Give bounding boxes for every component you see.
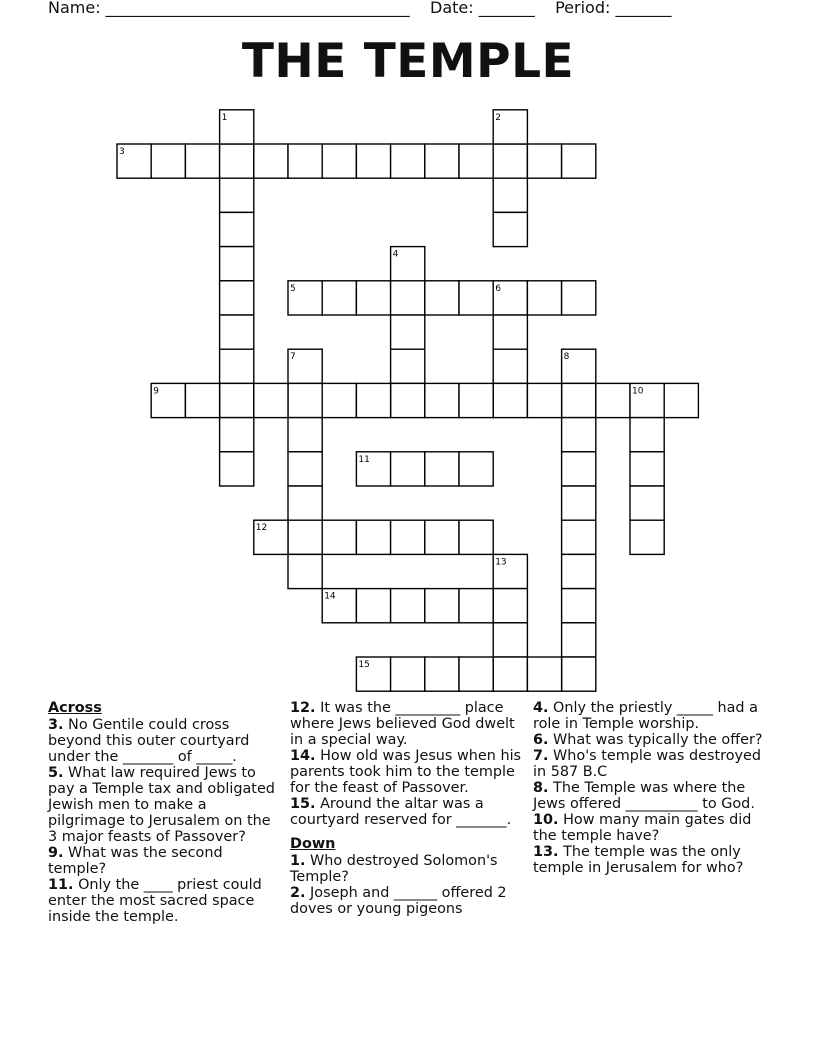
crossword-cell[interactable]: [220, 281, 254, 315]
crossword-cell[interactable]: [391, 144, 425, 178]
clue-item: [290, 748, 526, 796]
crossword-cell[interactable]: [220, 418, 254, 452]
clue-item: [533, 780, 769, 812]
cell-number: 9: [153, 386, 159, 397]
clue-text: It was the _________ place where Jews believed God dwelt in a special way.: [290, 700, 515, 748]
clue-number: 10.: [533, 812, 559, 828]
cell-number: 1: [221, 112, 228, 123]
crossword-cell[interactable]: [356, 589, 390, 623]
crossword-cell[interactable]: [220, 315, 254, 349]
cell-number: 8: [563, 352, 570, 363]
crossword-cell[interactable]: [151, 144, 185, 178]
crossword-cell[interactable]: [630, 486, 664, 520]
crossword-cell[interactable]: [220, 144, 254, 178]
clue-text: How old was Jesus when his parents took him to the temple for the feast of Passover.: [290, 748, 522, 796]
clue-item: [533, 844, 769, 876]
clue-text: Only the ____ priest could enter the most sacred space inside the temple.: [48, 877, 262, 925]
crossword-cell[interactable]: [562, 554, 596, 588]
crossword-cell[interactable]: [356, 281, 390, 315]
crossword-cell[interactable]: [459, 144, 493, 178]
clue-number: 3.: [48, 717, 64, 733]
cell-number: 5: [290, 283, 296, 294]
crossword-cell[interactable]: [425, 383, 459, 417]
crossword-cell[interactable]: [425, 520, 459, 554]
crossword-cell[interactable]: [493, 212, 527, 246]
clue-item: [290, 700, 526, 748]
crossword-cell[interactable]: [459, 281, 493, 315]
clue-number: 2.: [290, 885, 306, 901]
clue-number: 5.: [48, 765, 64, 781]
crossword-cell[interactable]: [596, 383, 630, 417]
crossword-cell[interactable]: [459, 589, 493, 623]
crossword-cell[interactable]: [322, 144, 356, 178]
clue-number: 4.: [533, 700, 549, 716]
crossword-cell[interactable]: [664, 383, 698, 417]
crossword-cell[interactable]: [288, 486, 322, 520]
crossword-cell[interactable]: [220, 452, 254, 486]
clue-text: No Gentile could cross beyond this outer courtyard under the _______ of _____.: [48, 717, 250, 765]
crossword-cell[interactable]: [527, 281, 561, 315]
clue-text: Who destroyed Solomon's Temple?: [290, 853, 498, 885]
crossword-cell[interactable]: [630, 418, 664, 452]
clue-text: Only the priestly _____ had a role in Temple worship.: [533, 700, 758, 732]
crossword-cell[interactable]: [391, 383, 425, 417]
crossword-cell[interactable]: [322, 520, 356, 554]
clue-number: 1.: [290, 853, 306, 869]
clue-item: [290, 885, 526, 917]
crossword-cell[interactable]: [220, 212, 254, 246]
crossword-cell[interactable]: [562, 418, 596, 452]
crossword-cell[interactable]: [493, 349, 527, 383]
clue-number: 7.: [533, 748, 549, 764]
crossword-cell[interactable]: [562, 520, 596, 554]
down-heading: Down: [290, 836, 336, 852]
crossword-cell[interactable]: [459, 383, 493, 417]
crossword-cell[interactable]: [493, 144, 527, 178]
crossword-cell[interactable]: [322, 383, 356, 417]
crossword-cell[interactable]: [391, 589, 425, 623]
crossword-cell[interactable]: [425, 281, 459, 315]
crossword-cell[interactable]: [493, 623, 527, 657]
crossword-cell[interactable]: [562, 383, 596, 417]
clue-text: What law required Jews to pay a Temple tax and obligated Jewish men to make a pilgrimage to Jerusalem on the 3 major feasts of Passover?: [48, 765, 275, 845]
cell-number: 12: [255, 523, 268, 534]
clues-column-3: [533, 700, 769, 876]
cell-number: 11: [358, 454, 370, 465]
crossword-cell[interactable]: [493, 315, 527, 349]
crossword-cell[interactable]: [185, 144, 219, 178]
clue-number: 9.: [48, 845, 64, 861]
cell-number: 3: [119, 147, 125, 157]
crossword-cell[interactable]: [493, 383, 527, 417]
crossword-cell[interactable]: [425, 452, 459, 486]
crossword-cell[interactable]: [288, 418, 322, 452]
crossword-cell[interactable]: [493, 657, 527, 691]
clue-item: [533, 700, 769, 732]
clue-text: What was typically the offer?: [548, 732, 763, 748]
crossword-cell[interactable]: [288, 383, 322, 417]
crossword-cell[interactable]: [356, 383, 390, 417]
clue-text: Around the altar was a courtyard reserved for _______.: [290, 796, 512, 828]
crossword-cell[interactable]: [288, 520, 322, 554]
crossword-cell[interactable]: [630, 520, 664, 554]
crossword-cell[interactable]: [459, 452, 493, 486]
crossword-cell[interactable]: [391, 315, 425, 349]
crossword-cell[interactable]: [288, 452, 322, 486]
clue-text: How many main gates did the temple have?: [533, 812, 752, 844]
cell-number: 6: [495, 283, 501, 294]
clue-text: Joseph and ______ offered 2 doves or young pigeons: [290, 885, 507, 917]
crossword-cell[interactable]: [220, 247, 254, 281]
crossword-cell[interactable]: [562, 281, 596, 315]
crossword-cell[interactable]: [493, 589, 527, 623]
cell-number: 15: [358, 660, 370, 670]
clue-text: The Temple was where the Jews offered __________ to God.: [533, 780, 755, 812]
crossword-cell[interactable]: [220, 178, 254, 212]
crossword-cell[interactable]: [391, 281, 425, 315]
crossword-cell[interactable]: [220, 383, 254, 417]
cell-number: 14: [324, 591, 336, 602]
clue-item: [533, 748, 769, 780]
clue-text: What was the second temple?: [48, 845, 223, 877]
clue-number: 15.: [290, 796, 316, 812]
crossword-cell[interactable]: [356, 144, 390, 178]
clue-number: 14.: [290, 748, 316, 764]
clues-column-1: [48, 700, 284, 925]
crossword-cell[interactable]: [562, 144, 596, 178]
crossword-cell[interactable]: [425, 589, 459, 623]
crossword-cell[interactable]: [254, 144, 288, 178]
cell-number: 10: [632, 386, 644, 397]
crossword-cell[interactable]: [425, 657, 459, 691]
crossword-cell[interactable]: [391, 349, 425, 383]
clue-item: [533, 812, 769, 844]
crossword-cell[interactable]: [562, 589, 596, 623]
clue-text: Who's temple was destroyed in 587 B.C: [533, 748, 762, 780]
clue-number: 6.: [533, 732, 549, 748]
crossword-cell[interactable]: [562, 452, 596, 486]
crossword-cell[interactable]: [254, 383, 288, 417]
crossword-cell[interactable]: [391, 452, 425, 486]
crossword-cell[interactable]: [459, 657, 493, 691]
clue-item: [48, 845, 284, 877]
crossword-cell[interactable]: [185, 383, 219, 417]
crossword-cell[interactable]: [527, 657, 561, 691]
crossword-cell[interactable]: [630, 452, 664, 486]
cell-number: 13: [495, 557, 507, 568]
crossword-cell[interactable]: [288, 554, 322, 588]
across-heading: Across: [48, 700, 102, 716]
crossword-cell[interactable]: [322, 281, 356, 315]
crossword-cell[interactable]: [356, 520, 390, 554]
clue-item: [48, 717, 284, 765]
name-date-period-line: Name: ______________________________________ Date: _______ Period: _______: [48, 0, 672, 17]
clue-number: 11.: [48, 877, 74, 893]
clue-number: 13.: [533, 844, 559, 860]
crossword-cell[interactable]: [562, 486, 596, 520]
clue-item: [533, 732, 769, 748]
crossword-cell[interactable]: [459, 520, 493, 554]
crossword-cell[interactable]: [391, 657, 425, 691]
clue-item: [290, 796, 526, 828]
cell-number: 4: [392, 249, 399, 260]
cell-number: 7: [290, 352, 296, 363]
cell-number: 2: [495, 112, 501, 123]
crossword-cell[interactable]: [220, 349, 254, 383]
crossword-cell[interactable]: [425, 144, 459, 178]
page-title: THE TEMPLE: [241, 34, 575, 89]
clues-column-2: [290, 700, 526, 917]
crossword-cell[interactable]: [527, 383, 561, 417]
clue-item: [290, 853, 526, 885]
crossword-cell[interactable]: [562, 623, 596, 657]
clue-number: 8.: [533, 780, 549, 796]
crossword-cell[interactable]: [493, 178, 527, 212]
crossword-cell[interactable]: [562, 657, 596, 691]
clue-item: [48, 877, 284, 925]
clue-text: The temple was the only temple in Jerusalem for who?: [533, 844, 744, 876]
crossword-cell[interactable]: [527, 144, 561, 178]
clue-item: [48, 765, 284, 845]
crossword-cell[interactable]: [288, 144, 322, 178]
crossword-cell[interactable]: [391, 520, 425, 554]
clue-number: 12.: [290, 700, 316, 716]
